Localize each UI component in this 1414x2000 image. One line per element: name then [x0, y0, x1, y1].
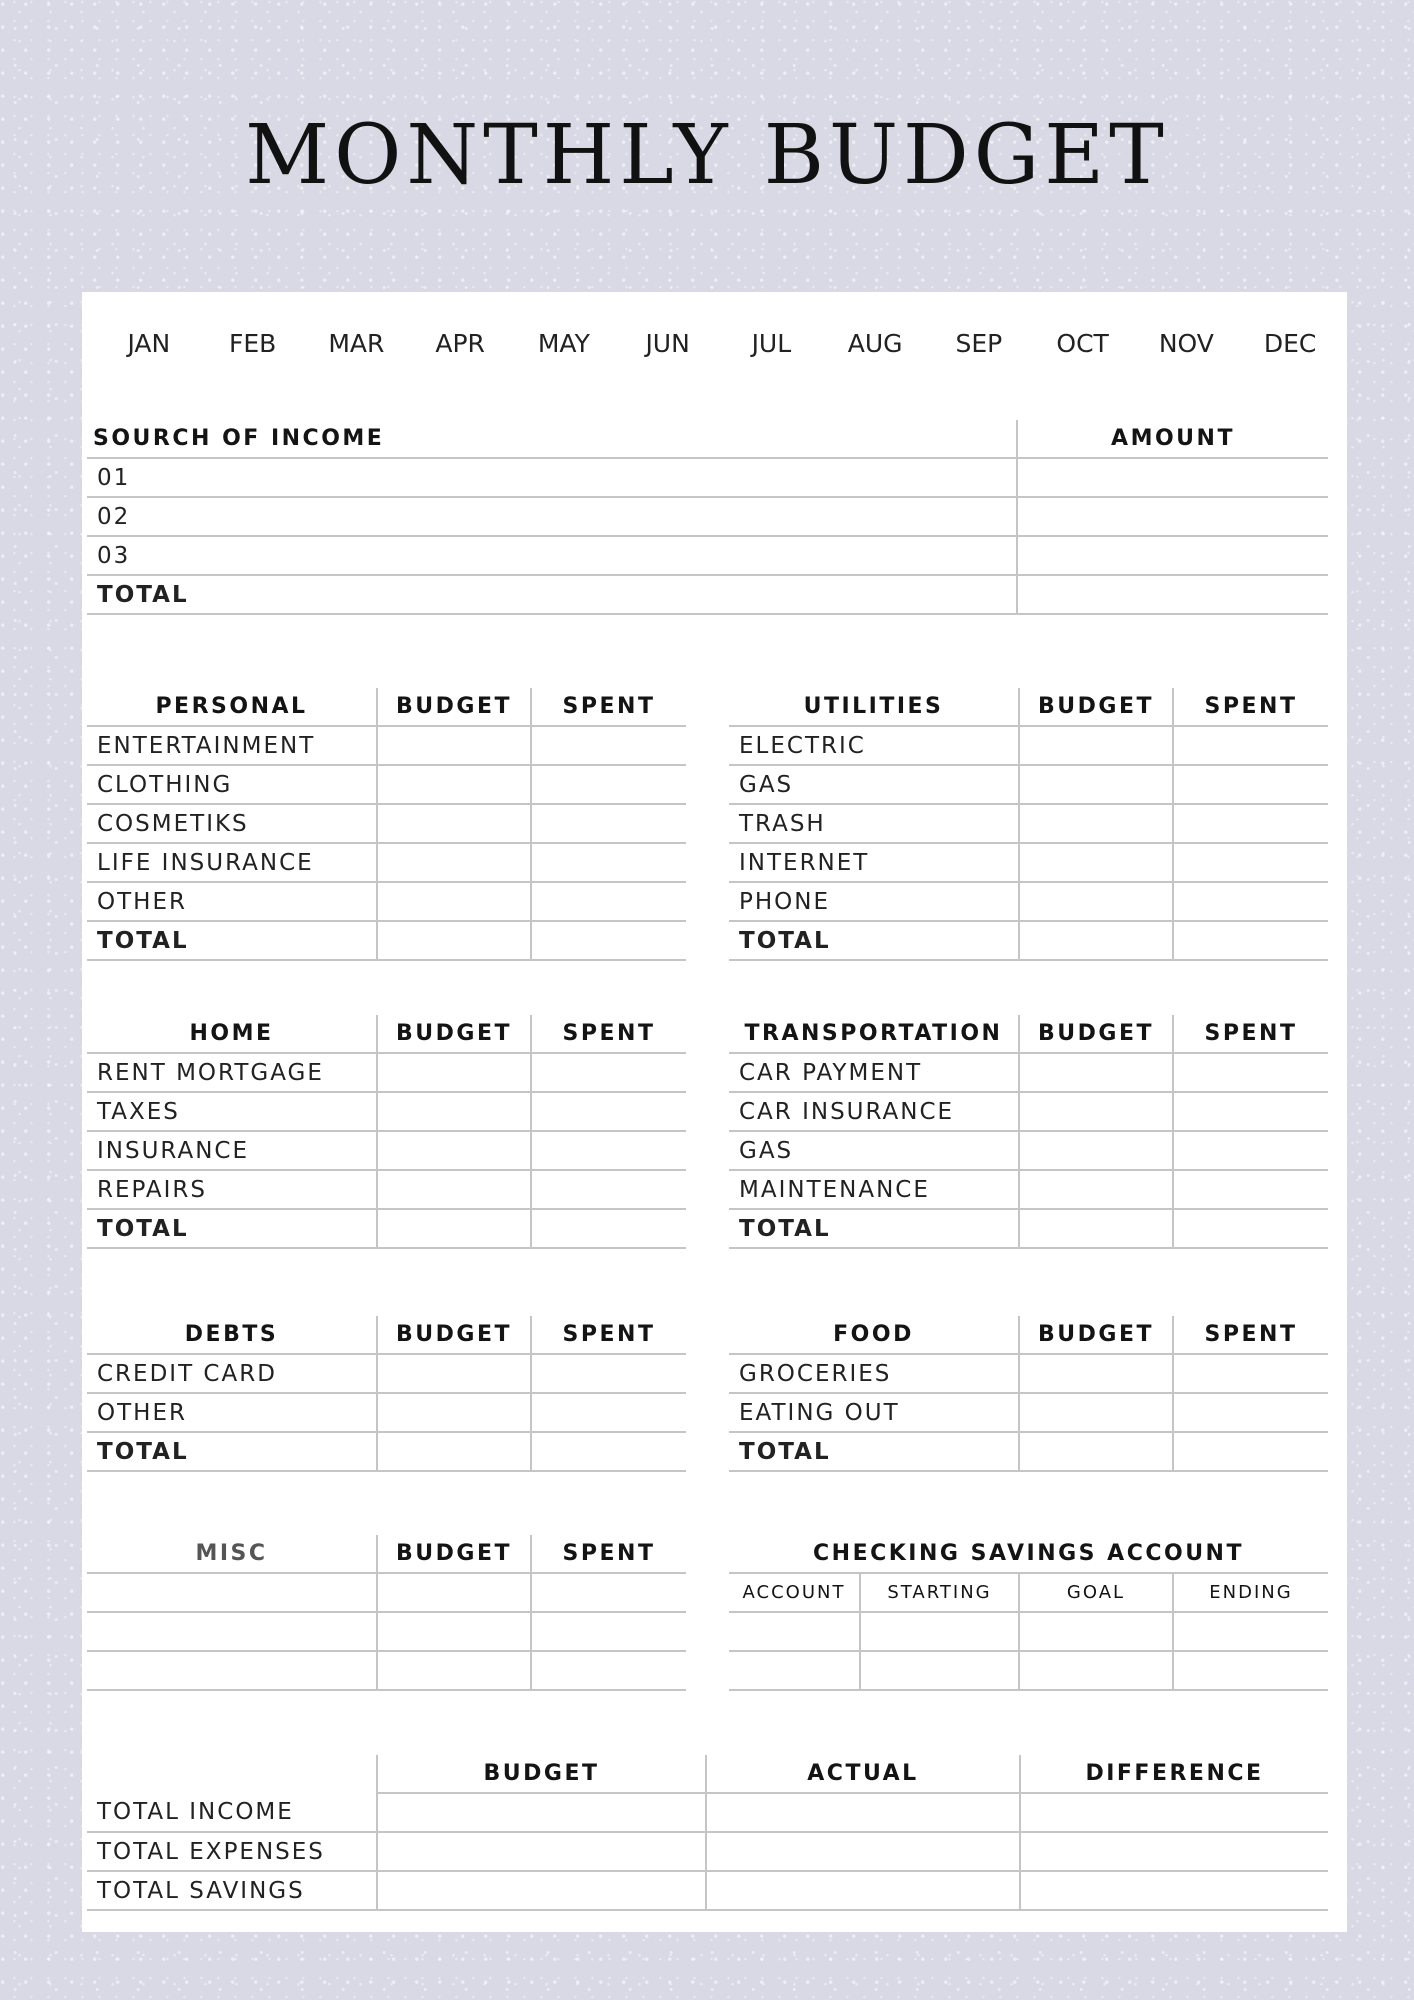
- budget-cell[interactable]: [1019, 1092, 1173, 1131]
- budget-cell[interactable]: [1019, 765, 1173, 804]
- budget-cell[interactable]: [1019, 1131, 1173, 1170]
- budget-cell[interactable]: [377, 1393, 531, 1432]
- table-row: [87, 1612, 686, 1651]
- budget-cell[interactable]: [377, 1354, 531, 1393]
- table-row: [87, 804, 686, 843]
- month-sep[interactable]: SEP: [955, 329, 1003, 358]
- table-row: [729, 882, 1328, 921]
- month-mar[interactable]: MAR: [328, 329, 385, 358]
- budget-cell[interactable]: [377, 1092, 531, 1131]
- table-row: [87, 921, 686, 960]
- budget-cell[interactable]: [377, 765, 531, 804]
- month-selector: [97, 324, 1342, 364]
- month-feb[interactable]: FEB: [228, 329, 277, 358]
- personal-table: [87, 688, 686, 961]
- utilities-spent-header: SPENT: [1173, 688, 1328, 726]
- spent-total-cell[interactable]: [1173, 1209, 1328, 1248]
- budget-cell[interactable]: [1019, 1393, 1173, 1432]
- table-row: [87, 726, 686, 765]
- transportation-row-label: CAR PAYMENT: [729, 1053, 1019, 1092]
- table-row: [729, 921, 1328, 960]
- income-table: [87, 420, 1328, 615]
- utilities-row-label: PHONE: [729, 882, 1019, 921]
- difference-cell[interactable]: [1020, 1793, 1328, 1832]
- table-row: [729, 1393, 1328, 1432]
- budget-cell[interactable]: [1019, 1053, 1173, 1092]
- food-total-label: TOTAL: [729, 1432, 1019, 1471]
- home-spent-header: SPENT: [531, 1015, 686, 1053]
- spent-cell[interactable]: [531, 882, 686, 921]
- utilities-row-label: GAS: [729, 765, 1019, 804]
- table-row: [87, 575, 1328, 614]
- income-total-cell[interactable]: [1017, 575, 1328, 614]
- difference-cell[interactable]: [1020, 1832, 1328, 1871]
- budget-cell[interactable]: [377, 1131, 531, 1170]
- misc-item-cell[interactable]: [87, 1612, 377, 1651]
- table-row: [87, 765, 686, 804]
- table-row: [87, 1871, 1328, 1910]
- page-title: MONTHLY BUDGET: [245, 108, 1169, 203]
- budget-total-cell[interactable]: [377, 1209, 531, 1248]
- month-aug[interactable]: AUG: [847, 329, 903, 358]
- budget-cell[interactable]: [1019, 882, 1173, 921]
- spent-cell[interactable]: [531, 1651, 686, 1690]
- home-row-label: REPAIRS: [87, 1170, 377, 1209]
- budget-sheet: [82, 292, 1347, 1932]
- debts-table: [87, 1316, 686, 1472]
- spent-cell[interactable]: [1173, 882, 1328, 921]
- food-row-label: EATING OUT: [729, 1393, 1019, 1432]
- transportation-header: TRANSPORTATION: [729, 1015, 1019, 1053]
- personal-total-label: TOTAL: [87, 921, 377, 960]
- starting-column-header: STARTING: [860, 1574, 1019, 1612]
- income-total-label: TOTAL: [87, 575, 1017, 614]
- utilities-row-label: ELECTRIC: [729, 726, 1019, 765]
- summary-corner: [87, 1755, 377, 1793]
- transportation-budget-header: BUDGET: [1019, 1015, 1173, 1053]
- income-row-label: 01: [87, 458, 1017, 497]
- food-table: [729, 1316, 1328, 1472]
- spent-cell[interactable]: [1173, 1131, 1328, 1170]
- budget-cell[interactable]: [377, 1871, 706, 1910]
- starting-cell[interactable]: [860, 1651, 1019, 1690]
- debts-row-label: OTHER: [87, 1393, 377, 1432]
- utilities-row-label: INTERNET: [729, 843, 1019, 882]
- table-row: [729, 1651, 1328, 1690]
- utilities-row-label: TRASH: [729, 804, 1019, 843]
- budget-cell[interactable]: [377, 1651, 531, 1690]
- misc-header: MISC: [87, 1535, 377, 1573]
- spent-cell[interactable]: [531, 1354, 686, 1393]
- month-jan[interactable]: JAN: [127, 329, 171, 358]
- spent-cell[interactable]: [531, 843, 686, 882]
- income-amount-cell[interactable]: [1017, 497, 1328, 536]
- spent-cell[interactable]: [1173, 843, 1328, 882]
- summary-row-label: TOTAL EXPENSES: [87, 1832, 377, 1871]
- table-row: [87, 1354, 686, 1393]
- budget-total-cell[interactable]: [1019, 1209, 1173, 1248]
- table-row: [87, 1432, 686, 1471]
- goal-cell[interactable]: [1019, 1651, 1173, 1690]
- table-row: [729, 1432, 1328, 1471]
- home-total-label: TOTAL: [87, 1209, 377, 1248]
- misc-spent-header: SPENT: [531, 1535, 686, 1573]
- account-cell[interactable]: [729, 1651, 860, 1690]
- table-row: [87, 882, 686, 921]
- table-row: [729, 1612, 1328, 1651]
- table-row: [87, 843, 686, 882]
- food-spent-header: SPENT: [1173, 1316, 1328, 1354]
- budget-cell[interactable]: [377, 1793, 706, 1832]
- misc-budget-header: BUDGET: [377, 1535, 531, 1573]
- summary-row-label: TOTAL INCOME: [87, 1793, 377, 1832]
- month-jun[interactable]: JUN: [645, 329, 690, 358]
- summary-difference-header: DIFFERENCE: [1020, 1755, 1328, 1793]
- spent-total-cell[interactable]: [531, 921, 686, 960]
- table-row: [87, 1209, 686, 1248]
- utilities-table: [729, 688, 1328, 961]
- spent-cell[interactable]: [1173, 804, 1328, 843]
- home-budget-header: BUDGET: [377, 1015, 531, 1053]
- budget-cell[interactable]: [1019, 726, 1173, 765]
- personal-row-label: OTHER: [87, 882, 377, 921]
- budget-cell[interactable]: [377, 804, 531, 843]
- transportation-row-label: MAINTENANCE: [729, 1170, 1019, 1209]
- table-row: [729, 804, 1328, 843]
- goal-column-header: GOAL: [1019, 1574, 1173, 1612]
- misc-table: [87, 1535, 686, 1691]
- home-row-label: TAXES: [87, 1092, 377, 1131]
- spent-cell[interactable]: [1173, 1170, 1328, 1209]
- budget-cell[interactable]: [377, 1573, 531, 1612]
- utilities-total-label: TOTAL: [729, 921, 1019, 960]
- table-row: [729, 843, 1328, 882]
- misc-item-cell[interactable]: [87, 1651, 377, 1690]
- month-may[interactable]: MAY: [537, 329, 590, 358]
- food-budget-header: BUDGET: [1019, 1316, 1173, 1354]
- table-row: [729, 1092, 1328, 1131]
- income-row-label: 03: [87, 536, 1017, 575]
- table-row: [87, 1832, 1328, 1871]
- personal-budget-header: BUDGET: [377, 688, 531, 726]
- spent-cell[interactable]: [531, 1170, 686, 1209]
- table-row: [87, 497, 1328, 536]
- personal-row-label: COSMETIKS: [87, 804, 377, 843]
- debts-spent-header: SPENT: [531, 1316, 686, 1354]
- debts-row-label: CREDIT CARD: [87, 1354, 377, 1393]
- income-row-label: 02: [87, 497, 1017, 536]
- income-amount-cell[interactable]: [1017, 536, 1328, 575]
- ending-cell[interactable]: [1173, 1612, 1328, 1651]
- table-row: [87, 536, 1328, 575]
- spent-cell[interactable]: [531, 1092, 686, 1131]
- month-oct[interactable]: OCT: [1056, 329, 1109, 358]
- goal-cell[interactable]: [1019, 1612, 1173, 1651]
- ending-cell[interactable]: [1173, 1651, 1328, 1690]
- table-row: [87, 1573, 686, 1612]
- table-row: [729, 1170, 1328, 1209]
- table-row: [729, 765, 1328, 804]
- spent-cell[interactable]: [531, 1612, 686, 1651]
- table-row: [729, 1053, 1328, 1092]
- income-source-header: SOURCH OF INCOME: [87, 420, 1017, 458]
- debts-budget-header: BUDGET: [377, 1316, 531, 1354]
- budget-cell[interactable]: [1019, 1170, 1173, 1209]
- table-row: [729, 726, 1328, 765]
- ending-column-header: ENDING: [1173, 1574, 1328, 1612]
- spent-cell[interactable]: [531, 804, 686, 843]
- spent-total-cell[interactable]: [1173, 921, 1328, 960]
- spent-total-cell[interactable]: [531, 1209, 686, 1248]
- checking-savings-header: CHECKING SAVINGS ACCOUNT: [729, 1535, 1328, 1574]
- spent-cell[interactable]: [531, 765, 686, 804]
- budget-cell[interactable]: [1019, 1354, 1173, 1393]
- food-header: FOOD: [729, 1316, 1019, 1354]
- table-row: [87, 1170, 686, 1209]
- table-row: [729, 1131, 1328, 1170]
- utilities-budget-header: BUDGET: [1019, 688, 1173, 726]
- starting-cell[interactable]: [860, 1612, 1019, 1651]
- table-row: [729, 1354, 1328, 1393]
- transportation-spent-header: SPENT: [1173, 1015, 1328, 1053]
- month-apr[interactable]: APR: [435, 329, 485, 358]
- budget-cell[interactable]: [377, 1053, 531, 1092]
- misc-item-cell[interactable]: [87, 1573, 377, 1612]
- table-row: [87, 1131, 686, 1170]
- table-row: [87, 458, 1328, 497]
- table-row: [87, 1092, 686, 1131]
- budget-cell[interactable]: [377, 1612, 531, 1651]
- budget-cell[interactable]: [377, 843, 531, 882]
- account-cell[interactable]: [729, 1612, 860, 1651]
- personal-row-label: CLOTHING: [87, 765, 377, 804]
- personal-row-label: LIFE INSURANCE: [87, 843, 377, 882]
- budget-cell[interactable]: [377, 882, 531, 921]
- checking-savings-table: [729, 1574, 1328, 1691]
- spent-cell[interactable]: [531, 726, 686, 765]
- difference-cell[interactable]: [1020, 1871, 1328, 1910]
- table-row: [87, 1393, 686, 1432]
- budget-cell[interactable]: [377, 726, 531, 765]
- month-dec[interactable]: DEC: [1263, 329, 1317, 358]
- personal-header: PERSONAL: [87, 688, 377, 726]
- spent-total-cell[interactable]: [531, 1432, 686, 1471]
- budget-cell[interactable]: [377, 1170, 531, 1209]
- spent-cell[interactable]: [531, 1573, 686, 1612]
- personal-row-label: ENTERTAINMENT: [87, 726, 377, 765]
- month-jul[interactable]: JUL: [751, 329, 792, 358]
- income-amount-header: AMOUNT: [1017, 420, 1328, 458]
- home-row-label: INSURANCE: [87, 1131, 377, 1170]
- home-header: HOME: [87, 1015, 377, 1053]
- income-amount-cell[interactable]: [1017, 458, 1328, 497]
- transportation-total-label: TOTAL: [729, 1209, 1019, 1248]
- budget-cell[interactable]: [1019, 804, 1173, 843]
- budget-total-cell[interactable]: [1019, 921, 1173, 960]
- spent-cell[interactable]: [531, 1393, 686, 1432]
- budget-total-cell[interactable]: [377, 921, 531, 960]
- spent-total-cell[interactable]: [1173, 1432, 1328, 1471]
- table-row: [729, 1209, 1328, 1248]
- spent-cell[interactable]: [1173, 726, 1328, 765]
- summary-budget-header: BUDGET: [377, 1755, 706, 1793]
- budget-cell[interactable]: [1019, 843, 1173, 882]
- debts-header: DEBTS: [87, 1316, 377, 1354]
- spent-cell[interactable]: [531, 1131, 686, 1170]
- table-row: [87, 1053, 686, 1092]
- spent-cell[interactable]: [1173, 1092, 1328, 1131]
- table-row: [87, 1651, 686, 1690]
- account-column-header: ACCOUNT: [729, 1574, 860, 1612]
- actual-cell[interactable]: [706, 1793, 1020, 1832]
- debts-total-label: TOTAL: [87, 1432, 377, 1471]
- spent-cell[interactable]: [1173, 1053, 1328, 1092]
- home-row-label: RENT MORTGAGE: [87, 1053, 377, 1092]
- summary-row-label: TOTAL SAVINGS: [87, 1871, 377, 1910]
- transportation-row-label: CAR INSURANCE: [729, 1092, 1019, 1131]
- month-nov[interactable]: NOV: [1158, 329, 1214, 358]
- personal-spent-header: SPENT: [531, 688, 686, 726]
- budget-total-cell[interactable]: [377, 1432, 531, 1471]
- transportation-row-label: GAS: [729, 1131, 1019, 1170]
- spent-cell[interactable]: [1173, 765, 1328, 804]
- budget-cell[interactable]: [377, 1832, 706, 1871]
- actual-cell[interactable]: [706, 1832, 1020, 1871]
- utilities-header: UTILITIES: [729, 688, 1019, 726]
- spent-cell[interactable]: [1173, 1354, 1328, 1393]
- spent-cell[interactable]: [531, 1053, 686, 1092]
- spent-cell[interactable]: [1173, 1393, 1328, 1432]
- home-table: [87, 1015, 686, 1249]
- transportation-table: [729, 1015, 1328, 1249]
- summary-actual-header: ACTUAL: [706, 1755, 1020, 1793]
- summary-table: [87, 1755, 1328, 1911]
- budget-total-cell[interactable]: [1019, 1432, 1173, 1471]
- table-row: [87, 1793, 1328, 1832]
- actual-cell[interactable]: [706, 1871, 1020, 1910]
- food-row-label: GROCERIES: [729, 1354, 1019, 1393]
